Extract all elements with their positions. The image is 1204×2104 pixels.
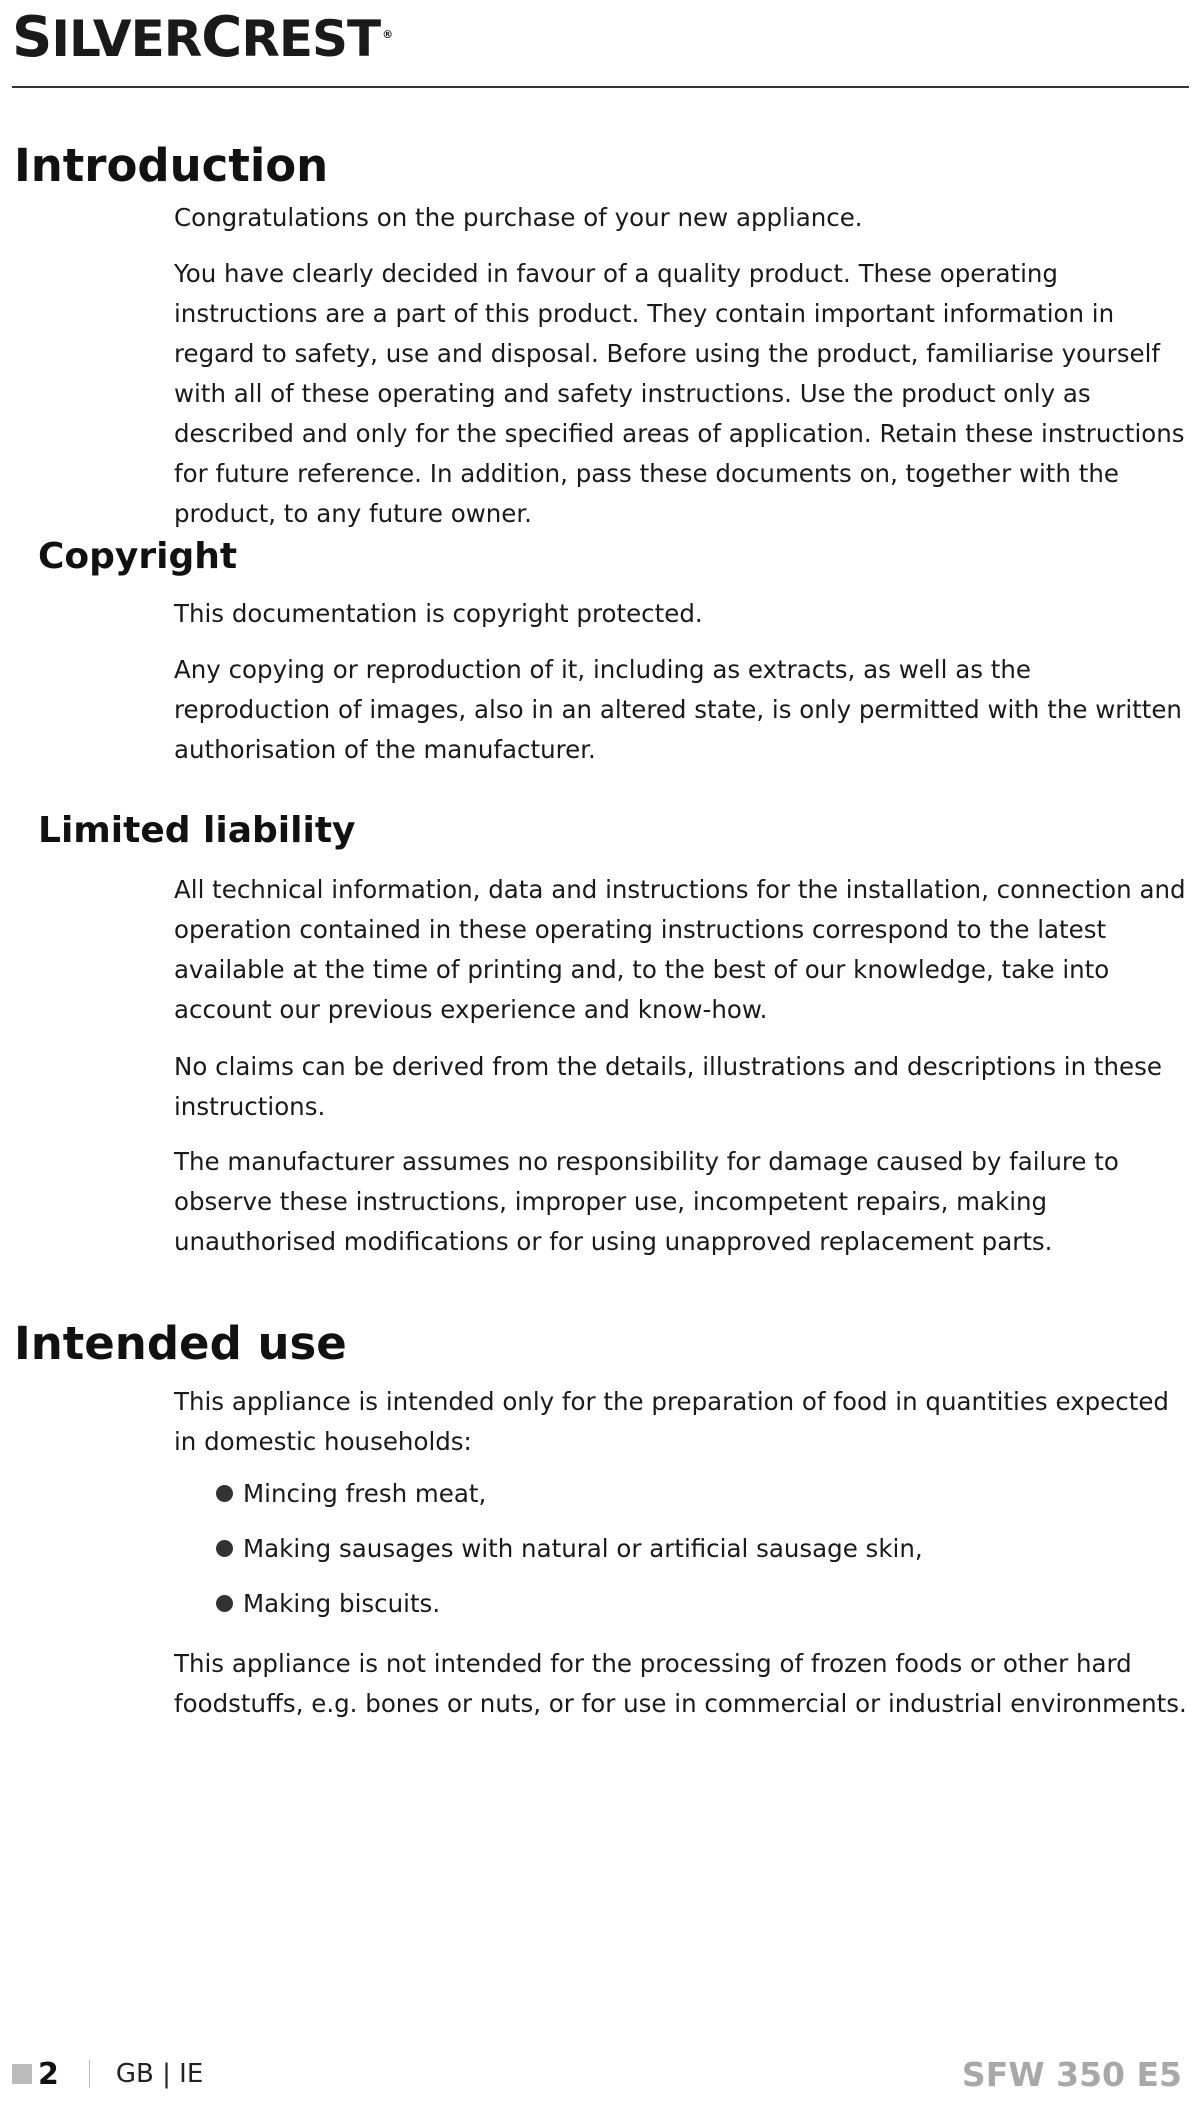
list-item [216, 1528, 923, 1568]
logo-text-rest: REST [241, 10, 381, 68]
intro-paragraph-2: You have clearly decided in favour of a quality product. These operating instructions are a part of this product. They contain important information in regard to safety, use and disposal. Before using the product, familiarise yourself with all of these operating and safety instructions. Use the product only as described and only for the specified areas of application. Retain these instructions for future reference. In addition, pass these documents on, together with the product, to any future owner. [174, 259, 1185, 528]
bullet-dot-icon [216, 1595, 233, 1612]
model-number: SFW 350 E5 [961, 2054, 1182, 2094]
page-footer [12, 2054, 1192, 2094]
heading-copyright: Copyright [38, 536, 238, 577]
liability-paragraph-2: No claims can be derived from the details, illustrations and descriptions in these instructions. [174, 1052, 1162, 1121]
liability-paragraph-3: The manufacturer assumes no responsibility for damage caused by failure to observe these instructions, improper use, incompetent repairs, making unauthorised modifications or for using unapproved replacement parts. [174, 1147, 1119, 1256]
bullet-dot-icon [216, 1485, 233, 1502]
copyright-paragraph-2: Any copying or reproduction of it, including as extracts, as well as the reproduction of images, also in an altered state, is only permitted with the written authorisation of the manufacturer. [174, 655, 1182, 764]
list-item [216, 1583, 923, 1623]
footer-square-icon [12, 2064, 32, 2084]
logo-letter-c: C [201, 5, 242, 70]
registered-mark: ® [382, 28, 393, 42]
heading-introduction: Introduction [14, 139, 329, 192]
list-item-text: Making biscuits. [243, 1588, 441, 1618]
logo-letter-s: S [12, 5, 52, 70]
intended-use-intro: This appliance is intended only for the preparation of food in quantities expected in domestic households: [174, 1387, 1169, 1456]
list-item [216, 1473, 923, 1513]
intended-use-list [216, 1473, 923, 1638]
heading-limited-liability: Limited liability [38, 810, 356, 851]
intended-use-closing: This appliance is not intended for the processing of frozen foods or other hard foodstuffs, e.g. bones or nuts, or for use in commercial or industrial environments. [174, 1649, 1187, 1718]
copyright-paragraph-1: This documentation is copyright protected. [174, 599, 703, 628]
brand-logo [12, 5, 393, 70]
intro-paragraph-1: Congratulations on the purchase of your new appliance. [174, 203, 863, 232]
heading-intended-use: Intended use [14, 1317, 347, 1370]
liability-paragraph-1: All technical information, data and instructions for the installation, connection and operation contained in these operating instructions correspond to the latest available at the time of printing and, to the best of our knowledge, take into account our previous experience and know-how. [174, 875, 1186, 1024]
logo-text-ilver: ILVER [51, 10, 202, 68]
region-code: GB | IE [115, 2059, 204, 2089]
header-rule [12, 86, 1189, 88]
footer-divider [89, 2060, 90, 2088]
page-number: 2 [38, 2056, 59, 2092]
bullet-dot-icon [216, 1540, 233, 1557]
list-item-text: Making sausages with natural or artificial sausage skin, [243, 1533, 923, 1563]
list-item-text: Mincing fresh meat, [243, 1478, 487, 1508]
